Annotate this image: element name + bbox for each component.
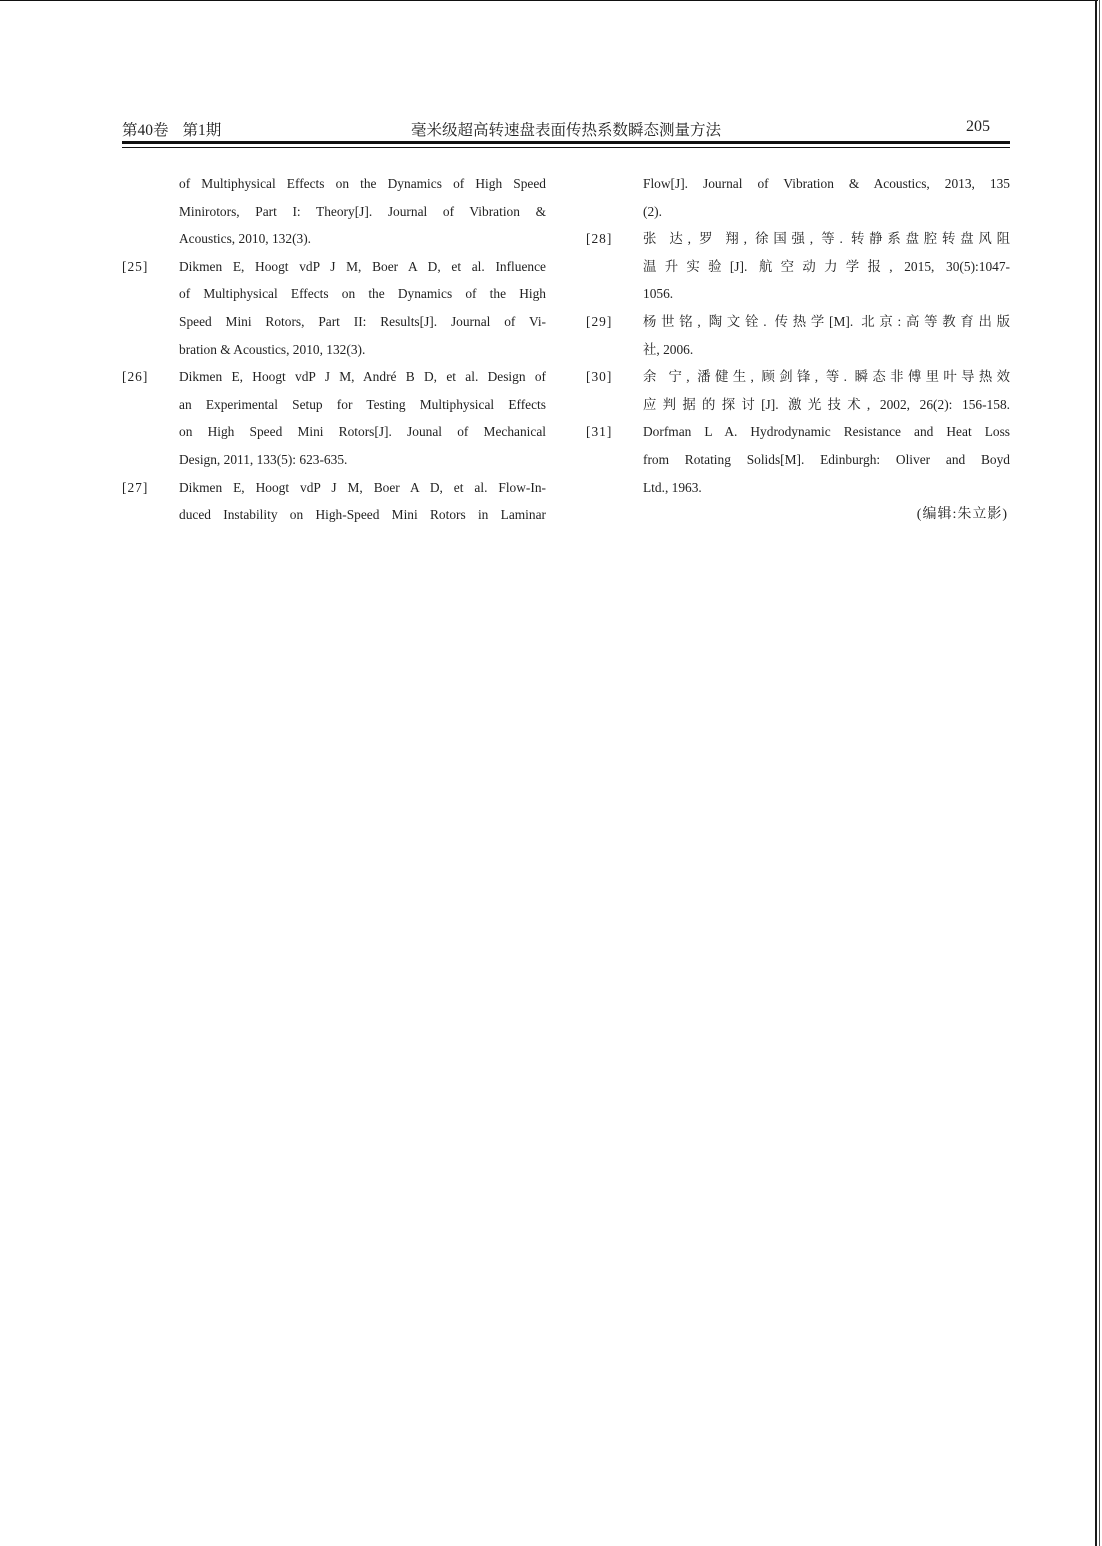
reference-line: (2). — [643, 203, 662, 219]
reference-line: Flow[J]. Journal of Vibration & Acoustics, 2013, 135 — [643, 176, 1010, 191]
reference-line: Dikmen E, Hoogt vdP J M, Boer A D, et al. Influence — [179, 258, 546, 274]
page-number: 205 — [966, 118, 990, 135]
reference-column-right — [586, 170, 1010, 529]
page-top-edge — [0, 0, 1098, 1]
reference-line: Dikmen E, Hoogt vdP J M, André B D, et al. Design of — [179, 369, 546, 385]
reference-text — [179, 363, 546, 473]
reference-entry — [586, 418, 1010, 501]
reference-line: 应判据的探讨[J]. 激光技术, 2002, 26(2): 156-158. — [643, 396, 1010, 412]
issue-label: 第1期 — [182, 122, 222, 139]
reference-line: from Rotating Solids[M]. Edinburgh: Oliver and Boyd — [643, 451, 1010, 467]
reference-entry — [586, 170, 1010, 225]
reference-text — [179, 253, 546, 363]
reference-number: [29] — [586, 313, 613, 329]
reference-text — [643, 363, 1010, 418]
reference-line: Ltd., 1963. — [643, 479, 702, 495]
page-right-edge-shadow — [1099, 0, 1100, 1546]
reference-line: an Experimental Setup for Testing Multiphysical Effects — [179, 396, 546, 412]
reference-text — [643, 225, 1010, 308]
header-rule-thick — [122, 141, 1010, 144]
reference-number: [30] — [586, 369, 613, 385]
reference-line: bration & Acoustics, 2010, 132(3). — [179, 341, 366, 357]
reference-column-left — [122, 170, 546, 529]
reference-line: Minirotors, Part I: Theory[J]. Journal of Vibration & — [179, 203, 546, 219]
reference-entry — [122, 474, 546, 529]
reference-number: [27] — [122, 479, 149, 495]
reference-entry — [586, 363, 1010, 418]
reference-line: 1056. — [643, 286, 674, 302]
reference-line: 杨世铭, 陶文铨. 传热学[M]. 北京:高等教育出版 — [643, 313, 1010, 329]
reference-line: Dikmen E, Hoogt vdP J M, Boer A D, et al. Flow-In- — [179, 479, 546, 495]
reference-line: 温升实验[J]. 航空动力学报, 2015, 30(5):1047- — [643, 258, 1010, 274]
reference-number: [28] — [586, 231, 613, 247]
reference-line: of Multiphysical Effects on the Dynamics of High Speed — [179, 176, 546, 191]
reference-line: 张 达, 罗 翔, 徐国强, 等. 转静系盘腔转盘风阻 — [643, 231, 1010, 247]
reference-line: 社, 2006. — [643, 341, 694, 357]
reference-number: [26] — [122, 369, 149, 385]
reference-text — [643, 170, 1010, 225]
reference-entry — [122, 253, 546, 363]
editor-note: (编辑:朱立影) — [916, 507, 1008, 523]
reference-line: Speed Mini Rotors, Part II: Results[J]. Journal of Vi- — [179, 313, 546, 329]
reference-text — [179, 170, 546, 253]
reference-line: Dorfman L A. Hydrodynamic Resistance and Heat Loss — [643, 424, 1010, 440]
reference-line: of Multiphysical Effects on the Dynamics of the High — [179, 286, 546, 302]
reference-number: [25] — [122, 258, 149, 274]
volume-label: 第40卷 — [122, 122, 169, 139]
reference-text — [643, 418, 1010, 501]
reference-number: [31] — [586, 424, 613, 440]
reference-entry — [586, 225, 1010, 308]
running-header — [122, 114, 1010, 140]
reference-entry — [122, 170, 546, 253]
reference-line: Acoustics, 2010, 132(3). — [179, 231, 312, 247]
reference-line: Design, 2011, 133(5): 623-635. — [179, 451, 348, 467]
reference-line: on High Speed Mini Rotors[J]. Jounal of Mechanical — [179, 424, 546, 440]
reference-line: 余 宁, 潘健生, 顾剑锋, 等. 瞬态非傅里叶导热效 — [643, 369, 1010, 385]
reference-text — [179, 474, 546, 529]
article-title: 毫米级超高转速盘表面传热系数瞬态测量方法 — [410, 122, 721, 139]
reference-entry — [586, 308, 1010, 363]
reference-entry — [122, 363, 546, 473]
header-rule-thin — [122, 147, 1010, 148]
page-right-edge — [1095, 0, 1097, 1546]
reference-line: duced Instability on High-Speed Mini Rotors in Laminar — [179, 507, 546, 523]
reference-text — [643, 308, 1010, 363]
